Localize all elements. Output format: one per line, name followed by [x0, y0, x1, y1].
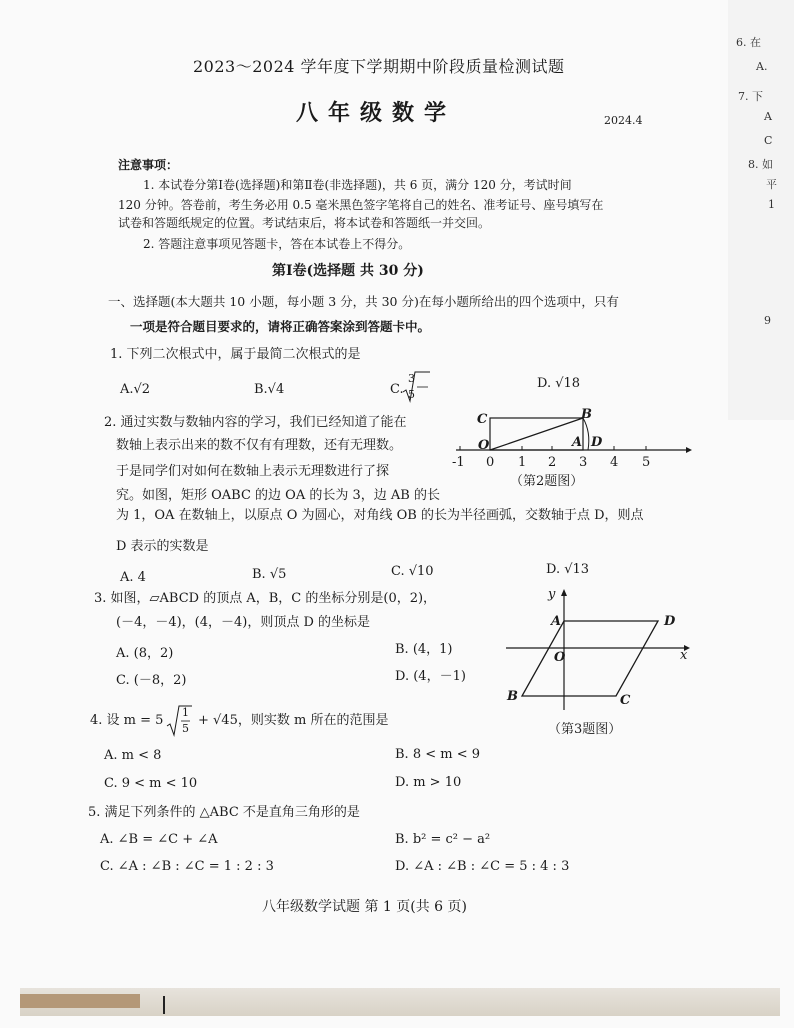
- q3-line-2: (－4，－4)，(4，－4)，则顶点 D 的坐标是: [116, 615, 371, 630]
- q4-option-a: A. m < 8: [104, 748, 162, 763]
- q2-tick-5: 5: [642, 455, 651, 470]
- q2-line-2: 数轴上表示出来的数不仅有有理数，还有无理数。: [116, 438, 403, 453]
- edge-text-7: 平: [766, 178, 777, 191]
- q4-stem: [90, 704, 510, 738]
- q2-line-4: 究。如图，矩形 OABC 的边 OA 的长为 3，边 AB 的长: [116, 488, 440, 503]
- edge-text-3: 7. 下: [738, 90, 763, 103]
- edge-text-4: A: [764, 110, 772, 123]
- q3-fig-label-c: C: [620, 693, 631, 708]
- q3-option-b: B. (4，1): [395, 642, 453, 657]
- q1-option-c-label: C.: [390, 382, 404, 397]
- q2-option-a: A. 4: [120, 570, 146, 585]
- q2-option-b: B. √5: [252, 567, 287, 582]
- edge-text-2: A.: [756, 60, 768, 73]
- section-intro-2: 一项是符合题目要求的，请将正确答案涂到答题卡中。: [130, 319, 431, 334]
- q1-option-c-denominator: 5: [408, 388, 415, 401]
- q3-figure-caption: （第3题图）: [548, 722, 622, 737]
- q2-tick-minus1: -1: [452, 455, 465, 470]
- q3-fig-label-b: B: [507, 689, 518, 704]
- q3-fig-label-a: A: [551, 614, 562, 629]
- q2-fig-label-d: D: [591, 435, 603, 450]
- q3-line-1: 3. 如图，▱ABCD 的顶点 A，B，C 的坐标分别是(0，2)，: [94, 591, 437, 606]
- edge-text-5: C: [764, 134, 773, 147]
- q4-option-d: D. m > 10: [395, 775, 462, 790]
- q3-fig-label-x: x: [680, 648, 688, 663]
- diagonal-ob: [490, 418, 583, 450]
- q4-option-c: C. 9 < m < 10: [104, 776, 198, 791]
- sqrt-sign-icon: [402, 370, 432, 404]
- q5-option-c: C. ∠A : ∠B : ∠C = 1 : 2 : 3: [100, 859, 274, 874]
- q5-stem: 5. 满足下列条件的 △ABC 不是直角三角形的是: [88, 805, 360, 820]
- edge-text-1: 6. 在: [736, 36, 761, 49]
- sqrt-sign-icon: [166, 704, 194, 738]
- q1-option-a: A.√2: [120, 382, 151, 397]
- q2-fig-label-c: C: [477, 412, 488, 427]
- q2-line-1: 2. 通过实数与数轴内容的学习，我们已经知道了能在: [104, 415, 407, 430]
- q1-option-d: D. √18: [537, 376, 581, 391]
- q3-option-d: D. (4，－1): [395, 669, 466, 684]
- q2-tick-1: 1: [518, 455, 527, 470]
- q5-option-d: D. ∠A : ∠B : ∠C = 5 : 4 : 3: [395, 859, 570, 874]
- q2-tick-4: 4: [610, 455, 619, 470]
- q3-option-c: C. (－8，2): [116, 673, 187, 688]
- q2-fig-label-a: A: [572, 435, 583, 450]
- q5-option-a: A. ∠B = ∠C + ∠A: [100, 832, 218, 847]
- q1-stem: 1. 下列二次根式中，属于最简二次根式的是: [110, 347, 361, 362]
- q3-fig-label-y: y: [548, 587, 556, 602]
- q2-line-5: 为 1，OA 在数轴上，以原点 O 为圆心，对角线 OB 的长为半径画弧，交数轴于点 D，则点: [116, 508, 644, 523]
- q5-option-b: B. b² = c² − a²: [395, 832, 491, 847]
- section-heading: 第Ⅰ卷(选择题 共 30 分): [272, 263, 424, 279]
- note-2: 2. 答题注意事项见答题卡，答在本试卷上不得分。: [143, 237, 411, 251]
- q1-option-b: B.√4: [254, 382, 285, 397]
- subject-title: 八年级数学: [296, 100, 457, 126]
- note-1-line-1: 1. 本试卷分第Ⅰ卷(选择题)和第Ⅱ卷(非选择题)，共 6 页，满分 120 分，考试时间: [143, 178, 572, 192]
- q3-fig-label-d: D: [664, 614, 676, 629]
- note-1-line-3: 试卷和答题纸规定的位置。考试结束后，将本试卷和答题纸一并交回。: [118, 216, 491, 230]
- q2-line-6: D 表示的实数是: [116, 539, 209, 554]
- q2-line-3: 于是同学们对如何在数轴上表示无理数进行了探: [116, 464, 390, 479]
- q2-fig-label-o: O: [478, 438, 490, 453]
- axis-arrow-icon: [686, 447, 692, 453]
- edge-text-9: 9: [764, 314, 771, 327]
- q4-frac-denominator: 5: [182, 722, 189, 735]
- q2-figure-caption: （第2题图）: [510, 474, 584, 489]
- scan-edge-mark: [163, 996, 165, 1014]
- edge-text-6: 8. 如: [748, 158, 773, 171]
- q3-parallelogram-figure: [500, 586, 695, 716]
- note-1-line-2: 120 分钟。答卷前，考生务必用 0.5 毫米黑色签字笔将自己的姓名、准考证号、座号填写在: [118, 198, 604, 212]
- q3-option-a: A. (8，2): [116, 646, 174, 661]
- q4-option-b: B. 8 < m < 9: [395, 747, 481, 762]
- notes-heading: 注意事项：: [118, 158, 179, 172]
- q2-tick-2: 2: [548, 455, 557, 470]
- q2-tick-3: 3: [579, 455, 588, 470]
- exam-date: 2024.4: [604, 114, 643, 127]
- exam-title: 2023～2024 学年度下学期期中阶段质量检测试题: [193, 57, 565, 76]
- q2-option-d: D. √13: [546, 562, 590, 577]
- q1-option-c-numerator: 3: [408, 372, 415, 385]
- q2-option-c: C. √10: [391, 564, 434, 579]
- page-footer: 八年级数学试题 第 1 页(共 6 页): [262, 899, 467, 915]
- q4-stem-suffix: + √45，则实数 m 所在的范围是: [198, 713, 389, 728]
- q2-fig-label-b: B: [581, 407, 592, 422]
- y-axis-arrow-icon: [561, 589, 567, 596]
- q4-frac-numerator: 1: [182, 706, 189, 719]
- q2-tick-0: 0: [486, 455, 495, 470]
- q3-fig-label-o: O: [554, 650, 566, 665]
- q4-stem-prefix: 4. 设 m = 5: [90, 713, 164, 728]
- edge-text-8: 1: [768, 198, 775, 211]
- parallelogram-abcd: [522, 621, 658, 696]
- section-intro-1: 一、选择题(本大题共 10 小题，每小题 3 分，共 30 分)在每小题所给出的四个选项中，只有: [108, 294, 619, 309]
- scan-edge-shadow: [20, 994, 140, 1008]
